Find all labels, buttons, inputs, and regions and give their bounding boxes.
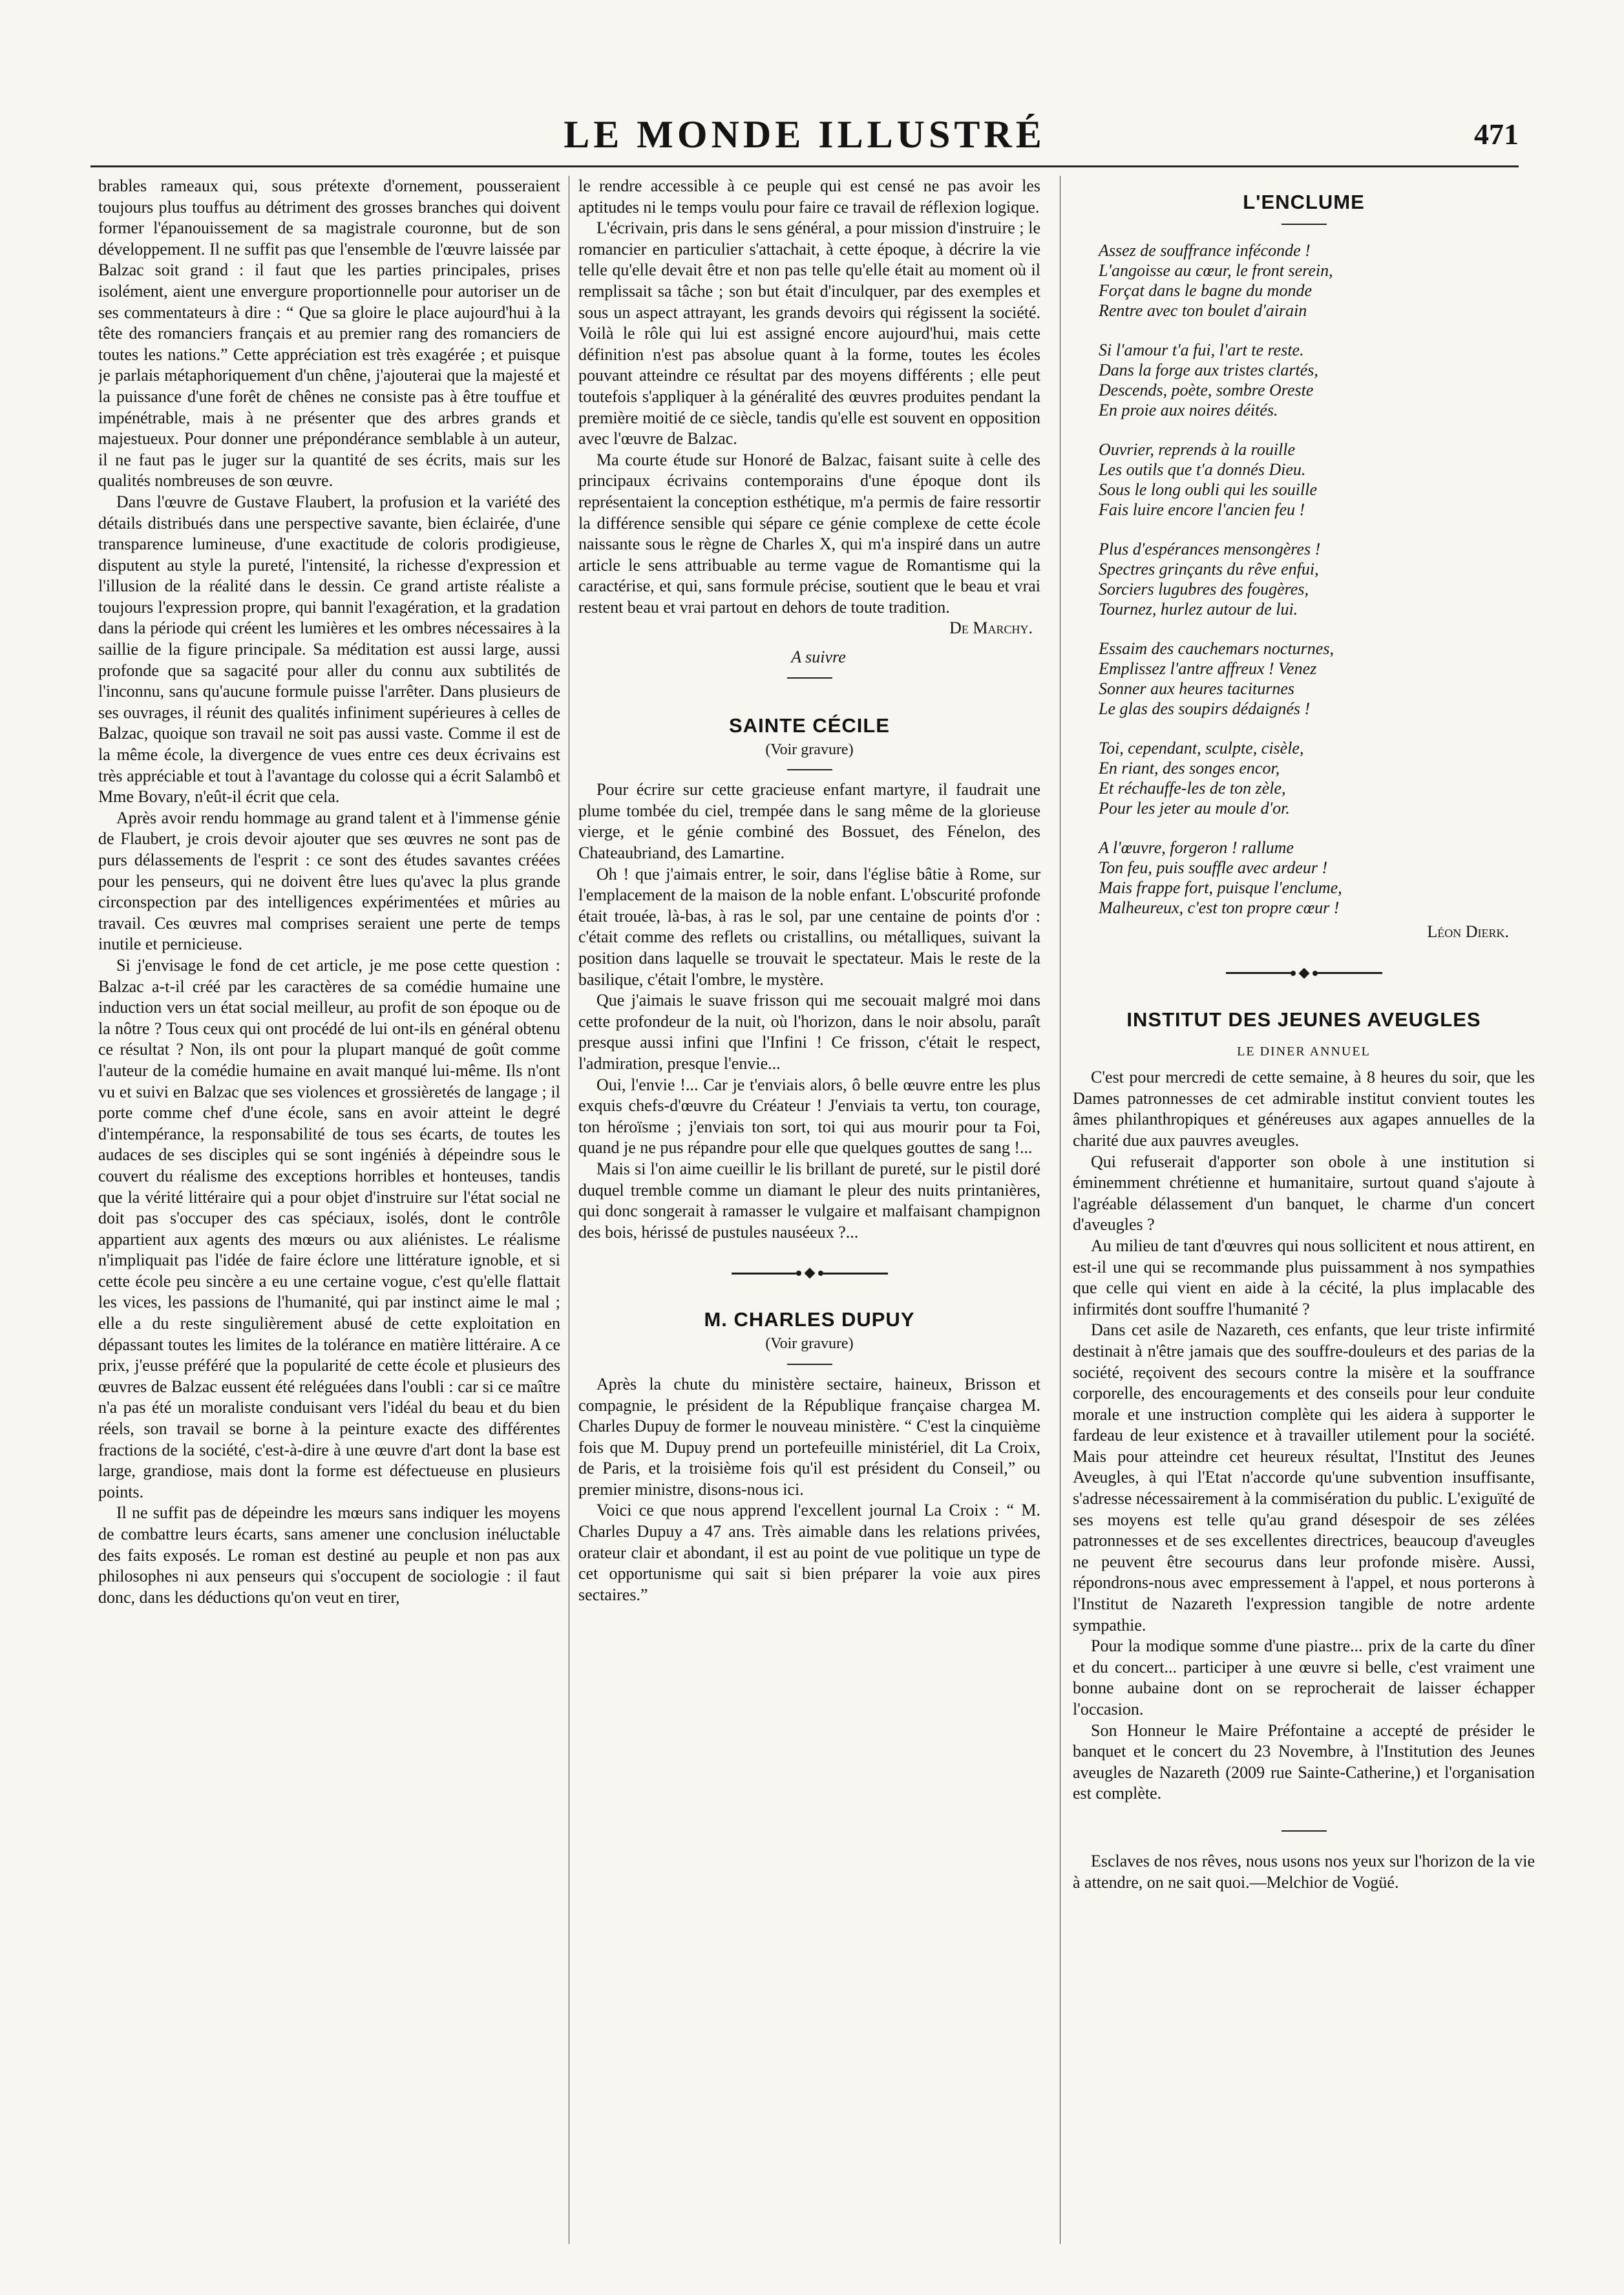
paragraph: Qui refuserait d'apporter son obole à une institution si éminemment chrétienne et humanitaire, surtout quand s'ajoute à l'agréable délassement d'un banquet, le charme d'un concert d'aveugles ?	[1073, 1152, 1535, 1234]
paragraph: Oui, l'envie !... Car je t'enviais alors, ô belle œuvre entre les plus exquis chefs-d'œuvre du Créateur ! J'enviais ta vertu, ton courage, ton héroïsme ; j'enviais ton sort, toi qui aus mourir pour ta Foi, quand je ne pus répandre pour elle que quelques gouttes de sang !...	[578, 1075, 1040, 1158]
column-3	[1073, 176, 1535, 2244]
article-signature: De Marchy.	[949, 619, 1033, 638]
article-subtitle: LE DINER ANNUEL	[1237, 1044, 1371, 1059]
poem-line: L'angoisse au cœur, le front serein,	[1099, 261, 1333, 280]
poem-stanza	[1099, 639, 1535, 719]
poem-line: Fais luire encore l'ancien feu !	[1099, 500, 1305, 519]
poem-stanza	[1099, 838, 1535, 918]
page-number: 471	[1474, 118, 1519, 151]
paragraph: Après la chute du ministère sectaire, haineux, Brisson et compagnie, le président de la République française chargea M. Charles Dupuy de former le nouveau ministère. “ C'est la cinquième fois que M. Dupuy prend un portefeuille ministériel, dit La Croix, de Paris, et la troisième fois qu'il est président du Conseil,” ou premier ministre, disons-nous ici.	[578, 1374, 1040, 1499]
poem-line: Emplissez l'antre affreux ! Venez	[1099, 659, 1317, 678]
poem-title: L'ENCLUME	[1243, 191, 1365, 213]
paragraph: Mais si l'on aime cueillir le lis brillant de pureté, sur le pistil doré duquel tremble comme un diamant le pleur des nuits printanières, qui donc songerait à ramasser le vulgaire et malfaisant champignon des bois, hérissé de pustules nauséeux ?...	[578, 1159, 1040, 1242]
paragraph: Voici ce que nous apprend l'excellent journal La Croix : “ M. Charles Dupuy a 47 ans. Très aimable dans les relations privées, orateur clair et abondant, il est au point de vue politique un type de cet opportunisme qui sait si bien préparer la voie aux pires sectaires.”	[578, 1501, 1040, 1604]
short-rule	[1281, 1830, 1327, 1832]
to-be-continued: A suivre	[791, 648, 846, 667]
paragraph: Dans cet asile de Nazareth, ces enfants, que leur triste infirmité destinait à n'être jamais que des souffre-douleurs et des parias de la société, reçoivent des secours contre la misère et la souffrance corporelle, des encouragements et des conseils pour leur conduite morale et une instruction complète qui les aidera à supporter le fardeau de leur existence et à travailler utilement pour la société. Mais pour atteindre cet heureux résultat, l'Institut des Jeunes Aveugles, à qui l'Etat n'accorde qu'une subvention insuffisante, s'adresse nécessairement à la commisération du public. L'exiguïté de ses moyens est telle qu'au grand désespoir de ses zélées patronnesses et de ses excellentes directrices, beaucoup d'aveugles ne peuvent être secourus dans leur profonde misère. Aussi, répondrons-nous avec empressement à l'appel, et nous porterons à l'Institut de Nazareth l'expression tangible de notre ardente sympathie.	[1073, 1320, 1535, 1634]
paragraph: L'écrivain, pris dans le sens général, a pour mission d'instruire ; le romancier en particulier s'attachait, à cette époque, à décrire la vie telle qu'elle devait être et non pas telle qu'elle était au moment où il remplissait sa tâche ; son but était d'inculquer, par des exemples et sous un aspect attrayant, les grands devoirs qui régissent la société. Voilà le rôle qui lui est assigné encore aujourd'hui, mais cette définition n'est pas absolue quant à la forme, toutes les écoles pouvant atteindre ce résultat par des moyens différents ; elle peut toutefois s'appliquer à la généralité des œuvres produites pendant la première moitié de ce siècle, tandis qu'elle est souvent en opposition avec l'œuvre de Balzac.	[578, 218, 1040, 449]
poem-line: Forçat dans le bagne du monde	[1099, 281, 1313, 300]
poem-line: Le glas des soupirs dédaignés !	[1099, 699, 1311, 718]
poem-stanza	[1099, 340, 1535, 420]
poem-line: Essaim des cauchemars nocturnes,	[1099, 639, 1334, 658]
poem-line: Ouvrier, reprends à la rouille	[1099, 440, 1296, 459]
paragraph: Que j'aimais le suave frisson qui me secouait malgré moi dans cette profondeur de la nuit, où l'horizon, dans le noir absolu, paraît presque aussi infini que l'Infini ! Ce frisson, c'était le respect, l'admiration, presque l'envie...	[578, 991, 1040, 1073]
poem-line: En proie aux noires déités.	[1099, 401, 1278, 419]
poem-line: Si l'amour t'a fui, l'art te reste.	[1099, 341, 1304, 359]
poem-line: Les outils que t'a donnés Dieu.	[1099, 460, 1306, 479]
paragraph: Pour écrire sur cette gracieuse enfant martyre, il faudrait une plume tombée du ciel, trempée dans le sang même de la glorieuse vierge, et le génie combiné des Bossuet, des Fénelon, des Chateaubriand, des Lamartine.	[578, 780, 1040, 863]
poem-line: Sorciers lugubres des fougères,	[1099, 580, 1309, 598]
paragraph: C'est pour mercredi de cette semaine, à 8 heures du soir, que les Dames patronnesses de cet admirable institut convient toutes les âmes philanthropiques et généreuses aux agapes annuelles de la charité due aux pauvres aveugles.	[1073, 1068, 1535, 1150]
paragraph: Pour la modique somme d'une piastre... prix de la carte du dîner et du concert... participer à une œuvre si belle, c'est vraiment une bonne aubaine dont on se reprocherait de laisser échapper l'occasion.	[1073, 1636, 1535, 1719]
poem-line: Plus d'espérances mensongères !	[1099, 540, 1321, 558]
article-subtitle: (Voir gravure)	[765, 1335, 854, 1353]
paragraph: Au milieu de tant d'œuvres qui nous sollicitent et nous attirent, en est-il une qui se recommande plus puissamment à nos sympathies que celle qui vient en aide à la cécité, la plus implacable des infirmités dont souffre l'humanité ?	[1073, 1236, 1535, 1318]
poem-line: Et réchauffe-les de ton zèle,	[1099, 779, 1286, 798]
column-2	[578, 176, 1040, 2244]
poem-stanza	[1099, 439, 1535, 520]
paragraph: Si j'envisage le fond de cet article, je me pose cette question : Balzac a-t-il créé par les caractères de sa comédie humaine une induction vers un état social meilleur, au profit de son époque ou de la nôtre ? Tous ceux qui ont procédé de lui ont-ils en général obtenu ce résultat ? Non, ils ont pour la plupart manqué de goût comme l'auteur de la comédie humaine en avait manqué lui-même. Ils n'ont vu et suivi en Balzac que ses violences et grossièretés de langage ; il porte comme chef d'une école, sans en avoir atteint le degré d'intempérance, la responsabilité de tous ses écarts, de toutes les audaces de ses disciples qui se sont ingéniés à dépeindre sous le couvert du réalisme des exceptions horribles et honteuses, tandis que la vérité littéraire qui a pour objet d'instruire sur l'état social ne doit pas s'occuper des cas spéciaux, isolés, dont le contrôle appartient aux agents des mœurs ou aux aliénistes. Le réalisme n'impliquait pas l'idée de faire éclore une littérature ignoble, et si cette école peu sincère a eu une certaine vogue, c'est qu'elle flattait les vices, les passions de l'humanité, qui par instinct aime le mal ; elle a du reste singulièrement abusé de cette exploitation en dépassant toutes les limites de la tolérance en matière littéraire. A ce prix, j'eusse préféré que la popularité de cette école et plusieurs des œuvres de Balzac eussent été reléguées dans l'oubli : car si ce maître n'a pas été un moraliste conduisant vers l'idéal du beau et du bien réels, son travail se borne à la peinture exacte des différentes fractions de la société, c'est-à-dire à une œuvre d'art dont la base est large, grandiose, mais dont la forme est défectueuse en plusieurs points.	[98, 955, 560, 1501]
poem-line: Mais frappe fort, puisque l'enclume,	[1099, 878, 1342, 897]
paragraph: le rendre accessible à ce peuple qui est censé ne pas avoir les aptitudes ni le temps voulu pour faire ce travail de réflexion logique.	[578, 176, 1040, 217]
paragraph: brables rameaux qui, sous prétexte d'ornement, pousseraient toujours plus touffus au détriment des grosses branches qui doivent former l'épanouissement de sa magistrale couronne, but de son développement. Il ne suffit pas que l'ensemble de l'œuvre laissée par Balzac soit grand : il faut que les parties principales, prises isolément, aient une envergure proportionnelle pour autoriser un de ses commentateurs à dire : “ Que sa gloire le place aujourd'hui à la tête des romanciers français et au premier rang des romanciers de toutes les nations.” Cette appréciation est très exagérée ; et puisque je parlais métaphoriquement d'un chêne, j'ajouterai que la majesté et la puissance d'une forêt de chênes ne consiste pas à être touffue et impénétrable, mais à ne présenter que des arbres grands et majestueux. Pour donner une prépondérance semblable à un auteur, il ne faut pas le juger sur la quantité de ses écrits, mais sur les qualités nombreuses de son œuvre.	[98, 176, 560, 491]
poem-stanza	[1099, 738, 1535, 818]
poem-line: Toi, cependant, sculpte, cisèle,	[1099, 739, 1304, 757]
paragraph: Oh ! que j'aimais entrer, le soir, dans l'église bâtie à Rome, sur l'emplacement de la maison de la noble enfant. L'obscurité profonde était trouée, là-bas, à ras le sol, par une centaine de points d'or : c'était comme des reflets ou cristallins, ou métalliques, suivant la position dans laquelle se trouvait le spectateur. Mais le reste de la basilique, c'était l'ombre, le mystère.	[578, 864, 1040, 989]
poem-stanza	[1099, 240, 1535, 321]
article-title-dupuy: M. CHARLES DUPUY	[704, 1308, 915, 1331]
article-title-institut: INSTITUT DES JEUNES AVEUGLES	[1126, 1008, 1481, 1031]
poem-line: Malheureux, c'est ton propre cœur !	[1099, 898, 1340, 917]
poem-line: Sous le long oubli qui les souille	[1099, 480, 1317, 499]
poem-line: Pour les jeter au moule d'or.	[1099, 799, 1290, 818]
poem-line: En riant, des songes encor,	[1099, 759, 1280, 777]
short-rule	[1281, 224, 1327, 225]
poem-line: Sonner aux heures taciturnes	[1099, 679, 1295, 698]
poem-line: Descends, poète, sombre Oreste	[1099, 381, 1314, 399]
poem-line: Rentre avec ton boulet d'airain	[1099, 301, 1307, 320]
masthead	[90, 109, 1519, 160]
fleuron-divider	[1073, 969, 1535, 978]
poem-line: Ton feu, puis souffle avec ardeur !	[1099, 858, 1328, 877]
paragraph: Ma courte étude sur Honoré de Balzac, faisant suite à celle des principaux écrivains contemporains d'une époque dont ils représentaient la conception esthétique, m'a permis de faire ressortir la différence sensible qui sépare ce génie complexe de cette école naissante sous le règne de Charles X, qui m'a inspiré dans un autre article le sens attribuable au terme vague de Romantisme qui la caractérise, et qui, sans formule précise, soutient que le beau et vrai restent beau et vrai partout en dehors de toute tradition.	[578, 450, 1040, 617]
poem-line: Assez de souffrance inféconde !	[1099, 241, 1311, 260]
column-1	[98, 176, 560, 2244]
newspaper-title: LE MONDE ILLUSTRÉ	[564, 113, 1046, 156]
short-rule	[787, 1364, 832, 1365]
poem-line: Spectres grinçants du rêve enfui,	[1099, 560, 1319, 578]
short-rule	[787, 677, 832, 679]
article-subtitle: (Voir gravure)	[765, 741, 854, 758]
paragraph: Il ne suffit pas de dépeindre les mœurs sans indiquer les moyens de combattre leurs écarts, sans amener une conclusion inéluctable des faits exposés. Le roman est destiné au peuple et non pas aux philosophes ni aux penseurs qui s'occupent de sociologie : il faut donc, dans les déductions qu'on veut en tirer,	[98, 1503, 560, 1607]
poem-line: Tournez, hurlez autour de lui.	[1099, 600, 1298, 619]
paragraph: Son Honneur le Maire Préfontaine a accepté de présider le banquet et le concert du 23 Novembre, à l'Institution des Jeunes aveugles de Nazareth (2009 rue Sainte-Catherine,) et l'organisation est complète.	[1073, 1720, 1535, 1803]
poem-author: Léon Dierk.	[1427, 922, 1509, 941]
fleuron-divider	[578, 1269, 1040, 1278]
paragraph: Après avoir rendu hommage au grand talent et à l'immense génie de Flaubert, je crois devoir ajouter que ses œuvres ne sont pas de purs délassements de l'esprit : ce sont des études savantes créées pour les penseurs, qui ne doivent être lues qu'avec la plus grande circonspection par des intelligences expérimentées et mûries au travail. Ces œuvres mal comprises seraient une perte de temps inutile et pernicieuse.	[98, 808, 560, 954]
closing-quote: Esclaves de nos rêves, nous usons nos yeux sur l'horizon de la vie à attendre, on ne sait quoi.—Melchior de Vogüé.	[1073, 1851, 1535, 1892]
poem-stanza	[1099, 539, 1535, 619]
poem-line: Dans la forge aux tristes clartés,	[1099, 361, 1318, 379]
short-rule	[787, 769, 832, 770]
poem-line: A l'œuvre, forgeron ! rallume	[1099, 838, 1294, 857]
paragraph: Dans l'œuvre de Gustave Flaubert, la profusion et la variété des détails distribués dans une perspective savante, bien éclairée, d'une transparence lumineuse, d'une exactitude de coloris prodigieuse, disputent au style la pureté, l'intensité, la richesse d'expression et l'illusion de la réalité dans le dessin. Ce grand artiste réaliste a toujours l'expression propre, qui bannit l'exagération, et la gradation dans la période qui créent les lumières et les ombres nécessaires à la saillie de la figure principale. Sa méditation est aussi large, aussi profonde que sa sagacité pour aller du connu aux subtilités de l'inconnu, sans qu'aucune formule puisse l'arrêter. Dans plusieurs de ses ouvrages, il réunit des qualités infiniment supérieures à celles de Balzac, quoique son travail ne soit pas aussi vaste. Comme il est de la même école, la divergence de vues entre ces deux écrivains est très appréciable et tout à l'avantage du colosse qui a écrit Salambô et Mme Bovary, n'eût-il écrit que cela.	[98, 492, 560, 807]
article-title-sainte-cecile: SAINTE CÉCILE	[729, 714, 890, 737]
header-rule	[90, 165, 1519, 167]
